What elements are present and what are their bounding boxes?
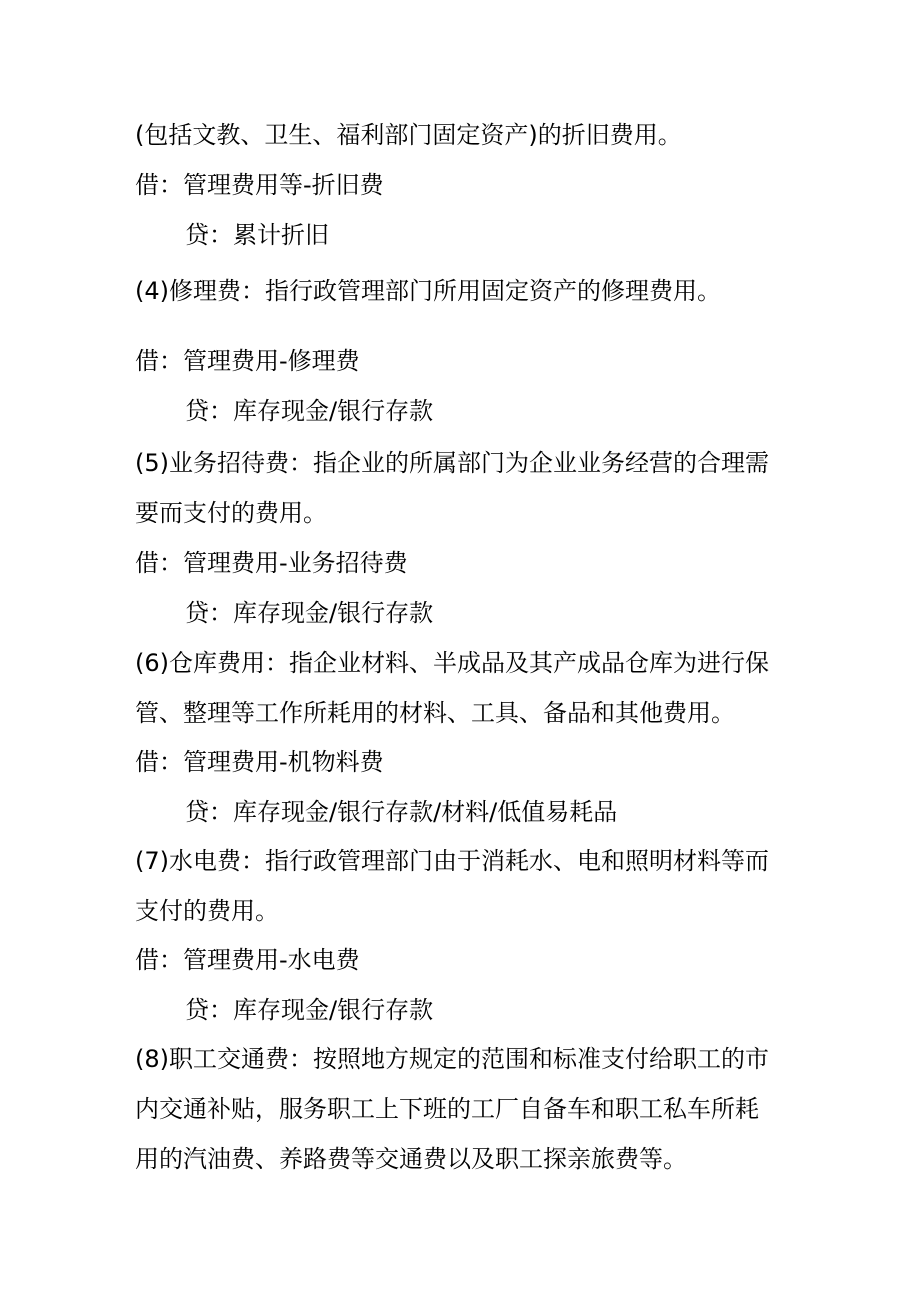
journal-debit-line: 借：管理费用-业务招待费 — [135, 549, 408, 577]
text-line: 内交通补贴，服务职工上下班的工厂自备车和职工私车所耗 — [135, 1095, 759, 1123]
journal-debit-line: 借：管理费用-修理费 — [135, 347, 360, 375]
text-line: 支付的费用。 — [135, 897, 279, 925]
section-heading-line: (8)职工交通费：按照地方规定的范围和标准支付给职工的市 — [135, 1045, 769, 1073]
text-line: 用的汽油费、养路费等交通费以及职工探亲旅费等。 — [135, 1145, 687, 1173]
journal-debit-line: 借：管理费用等-折旧费 — [135, 171, 384, 199]
section-heading-line: (7)水电费：指行政管理部门由于消耗水、电和照明材料等而 — [135, 847, 769, 875]
journal-credit-line: 贷：累计折旧 — [185, 221, 329, 249]
journal-credit-line: 贷：库存现金/银行存款 — [185, 599, 434, 627]
text-line: 要而支付的费用。 — [135, 499, 327, 527]
journal-credit-line: 贷：库存现金/银行存款 — [185, 397, 434, 425]
section-heading-line: (5)业务招待费：指企业的所属部门为企业业务经营的合理需 — [135, 449, 769, 477]
text-line: 管、整理等工作所耗用的材料、工具、备品和其他费用。 — [135, 699, 735, 727]
journal-credit-line: 贷：库存现金/银行存款/材料/低值易耗品 — [185, 798, 618, 826]
journal-debit-line: 借：管理费用-水电费 — [135, 946, 360, 974]
journal-debit-line: 借：管理费用-机物料费 — [135, 748, 384, 776]
text-line: (包括文教、卫生、福利部门固定资产)的折旧费用。 — [135, 121, 682, 149]
section-heading-line: (6)仓库费用：指企业材料、半成品及其产成品仓库为进行保 — [135, 649, 769, 677]
section-heading-line: (4)修理费：指行政管理部门所用固定资产的修理费用。 — [135, 277, 721, 305]
journal-credit-line: 贷：库存现金/银行存款 — [185, 996, 434, 1024]
